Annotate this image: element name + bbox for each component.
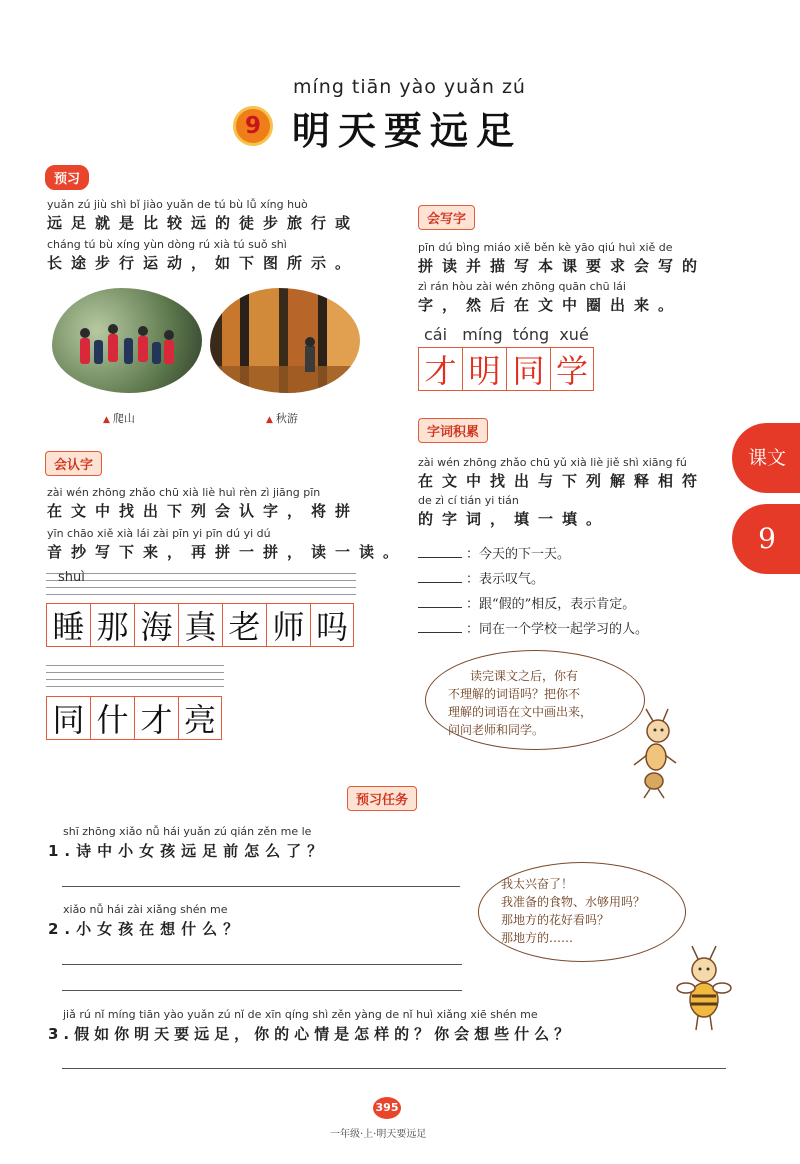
write-tag: 会写字 <box>418 205 475 230</box>
pinyin-line <box>46 665 224 666</box>
bubble-line: 我太兴奋了！ <box>501 877 574 891</box>
answer-line[interactable] <box>62 886 460 887</box>
vocab-tag: 字词积累 <box>418 418 488 443</box>
recognize-text-2: 音抄写下来，再拼一拼，读一读。 <box>47 543 408 561</box>
answer-line[interactable] <box>62 964 462 965</box>
pinyin-line <box>46 573 356 574</box>
bubble-line: 理解的词语在文中画出来， <box>448 705 593 719</box>
char-cell: 睡 <box>46 603 90 647</box>
recognize-grid-row1 <box>46 603 354 647</box>
char-cell: 吗 <box>310 603 354 647</box>
write-pinyin-2: zì rán hòu zài wén zhōng quān chū lái <box>418 280 626 293</box>
answer-blank[interactable] <box>418 582 462 583</box>
side-tab-number: 9 <box>732 504 800 574</box>
q1-text: 1.诗中小女孩远足前怎么了？ <box>48 842 329 860</box>
page-number: 395 <box>373 1097 401 1119</box>
pinyin-line <box>46 587 356 588</box>
vocab-pinyin-2: de zì cí tián yi tián <box>418 494 519 507</box>
char-cell: 同 <box>46 696 90 740</box>
autumn-trip-photo <box>210 288 360 393</box>
side-tab-lesson: 课文 <box>732 423 800 493</box>
char-cell: 那 <box>90 603 134 647</box>
tasks-tag: 预习任务 <box>347 786 417 811</box>
recognize-pinyin-2: yīn chāo xiě xià lái zài pīn yi pīn dú yi dú <box>47 527 271 540</box>
q2-pinyin: xiǎo nǚ hái zài xiǎng shén me <box>63 903 228 916</box>
caption-climbing: ▲ 爬山 <box>103 412 135 425</box>
definition-row: ：跟“假的”相反，表示肯定。 <box>418 593 635 612</box>
char-cell: 才 <box>134 696 178 740</box>
example-pinyin: shuì <box>58 570 85 585</box>
write-pinyin-1: pīn dú bìng miáo xiě běn kè yāo qiú huì xiě de <box>418 241 673 254</box>
excited-bubble <box>478 862 686 962</box>
pinyin-line <box>46 580 356 581</box>
char-cell: 真 <box>178 603 222 647</box>
ant-cartoon-icon <box>620 705 690 800</box>
answer-line[interactable] <box>62 990 462 991</box>
answer-blank[interactable] <box>418 557 462 558</box>
write-pinyin-row: cái míng tóng xué <box>424 325 589 344</box>
write-char-cell: 同 <box>506 347 550 391</box>
write-char-cell: 才 <box>418 347 462 391</box>
bubble-line: 我准备的食物、水够用吗？ <box>501 895 646 909</box>
answer-blank[interactable] <box>418 632 462 633</box>
write-text-2: 字，然后在文中圈出来。 <box>418 296 683 314</box>
answer-blank[interactable] <box>418 607 462 608</box>
preview-tag: 预习 <box>45 165 89 190</box>
vocab-text-1: 在文中找出与下列解释相符 <box>418 472 707 490</box>
page-title: 明天要远足 <box>292 108 523 153</box>
preview-text-2: 长途步行运动，如下图所示。 <box>47 254 360 272</box>
recognize-pinyin-1: zài wén zhōng zhǎo chū xià liè huì rèn zì jiāng pīn <box>47 486 321 499</box>
definition-row: ：表示叹气。 <box>418 568 544 587</box>
q1-pinyin: shī zhōng xiǎo nǚ hái yuǎn zú qián zěn me le <box>63 825 312 838</box>
recognize-grid-row2 <box>46 696 222 740</box>
vocab-pinyin-1: zài wén zhōng zhǎo chū yǔ xià liè jiě shì xiāng fú <box>418 456 687 469</box>
title-pinyin: míng tiān yào yuǎn zú <box>293 76 526 98</box>
definition-row: ：同在一个学校一起学习的人。 <box>418 618 648 637</box>
climbing-photo <box>52 288 202 393</box>
preview-pinyin-1: yuǎn zú jiù shì bǐ jiào yuǎn de tú bù lǚ xíng huò <box>47 198 308 211</box>
write-char-cell: 学 <box>550 347 594 391</box>
pinyin-line <box>46 672 224 673</box>
definition-row: ：今天的下一天。 <box>418 543 570 562</box>
answer-line[interactable] <box>62 1068 726 1069</box>
q3-text: 3.假如你明天要远足，你的心情是怎样的？你会想些什么？ <box>48 1025 575 1043</box>
char-cell: 亮 <box>178 696 222 740</box>
write-grid <box>418 347 594 391</box>
footer-text: 一年级·上·明天要远足 <box>330 1129 427 1140</box>
recognize-tag: 会认字 <box>45 451 102 476</box>
bee-cartoon-icon <box>670 940 740 1035</box>
vocab-text-2: 的字词，填一填。 <box>418 510 611 528</box>
hint-bubble <box>425 650 645 750</box>
write-text-1: 拼读并描写本课要求会写的 <box>418 257 707 275</box>
q3-pinyin: jiǎ rú nǐ míng tiān yào yuǎn zú nǐ de xīn qíng shì zěn yàng de nǐ huì xiǎng xiē shén me <box>63 1008 538 1021</box>
bubble-line: 那地方的…… <box>501 931 574 945</box>
pinyin-line <box>46 686 224 687</box>
preview-text-1: 远足就是比较远的徒步旅行或 <box>47 214 360 232</box>
pinyin-line <box>46 594 356 595</box>
preview-pinyin-2: cháng tú bù xíng yùn dòng rú xià tú suǒ shì <box>47 238 287 251</box>
recognize-text-1: 在文中找出下列会认字，将拼 <box>47 502 360 520</box>
q2-text: 2.小女孩在想什么？ <box>48 920 245 938</box>
char-cell: 老 <box>222 603 266 647</box>
char-cell: 什 <box>90 696 134 740</box>
lesson-number-badge: 9 <box>233 106 273 146</box>
pinyin-line <box>46 679 224 680</box>
char-cell: 海 <box>134 603 178 647</box>
char-cell: 师 <box>266 603 310 647</box>
bubble-line: 不理解的词语吗？把你不 <box>448 687 581 701</box>
bubble-line: 那地方的花好看吗？ <box>501 913 610 927</box>
bubble-line: 问问老师和同学。 <box>448 723 545 737</box>
bubble-line: 读完课文之后，你有 <box>470 669 579 683</box>
write-char-cell: 明 <box>462 347 506 391</box>
caption-autumn: ▲ 秋游 <box>266 412 298 425</box>
